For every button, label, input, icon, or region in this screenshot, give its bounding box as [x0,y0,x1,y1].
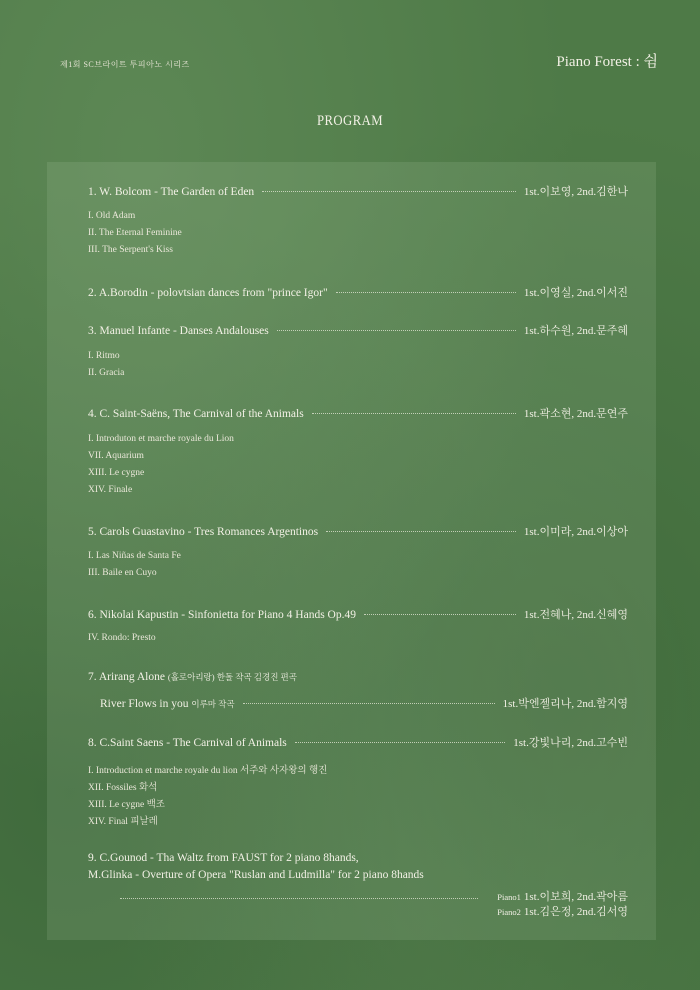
leader-dots [364,614,516,615]
leader-dots [120,898,478,899]
program-item-1 [88,183,628,199]
subtitle-note: 이루마 작곡 [191,699,235,709]
leader-dots [295,742,506,743]
leader-dots [243,703,495,704]
subtitle-text: River Flows in you [100,698,189,710]
piano1-label: Piano1 [497,892,521,902]
performers: 1st.박엔젤리나, 2nd.함지영 [502,698,628,710]
performers: 1st.강빛나리, 2nd.고수빈 [513,737,628,749]
piece-title: 4. C. Saint-Saëns, The Carnival of the Animals [88,408,304,420]
movement: III. Baile en Cuyo [88,568,157,578]
program-item-7-title [88,671,297,683]
series-label: 제1회 SC브라이트 투피아노 시리즈 [60,60,190,69]
program-item-2 [88,284,628,300]
piece-subtitle [100,698,235,710]
performers: 1st.곽소현, 2nd.문연주 [523,408,628,420]
movement: XIII. Le cygne [88,468,145,478]
piece-title: 3. Manuel Infante - Danses Andalouses [88,325,269,337]
program-item-4 [88,405,628,421]
movement: I. Las Niñas de Santa Fe [88,551,181,561]
piano2-performers [497,903,628,919]
performers: 1st.이미라, 2nd.이상아 [523,526,628,538]
movement-note: 화석 [138,783,158,793]
movement-title: XII. Fossiles [88,783,137,793]
piece-title: 1. W. Bolcom - The Garden of Eden [88,186,255,198]
piece-note: (홀로아리랑) 한돌 작곡 김경진 편곡 [167,672,297,682]
movement-note: 서주와 사자왕의 행진 [239,766,328,776]
movement-note: 백조 [146,800,165,810]
movement: I. Ritmo [88,351,120,361]
program-item-8 [88,734,628,750]
movement: XIV. Finale [88,485,133,495]
movement: I. Introduton et marche royale du Lion [88,434,234,444]
piece-title: 6. Nikolai Kapustin - Sinfonietta for Piano 4 Hands Op.49 [88,609,356,621]
piano1-performers [497,888,628,904]
movement [88,796,165,810]
movement: VII. Aquarium [88,451,144,461]
piece-title: 8. C.Saint Saens - The Carnival of Animals [88,737,287,749]
movement-title: XIII. Le cygne [88,800,145,810]
program-item-3 [88,322,628,338]
program-item-5 [88,523,628,539]
movement: II. The Eternal Feminine [88,228,182,238]
movement: I. Old Adam [88,211,136,221]
leader-dots [336,292,516,293]
piano2-label: Piano2 [497,907,521,917]
piece-title: 2. A.Borodin - polovtsian dances from "prince Igor" [88,287,328,299]
movement [88,762,327,776]
movement [88,813,158,827]
movement-note: 피날레 [130,817,158,827]
performers: 1st.전혜나, 2nd.신혜영 [523,609,628,621]
program-item-6 [88,606,628,622]
piece-title-line2: M.Glinka - Overture of Opera "Ruslan and Ludmilla" for 2 piano 8hands [88,869,424,881]
piece-title: 5. Carols Guastavino - Tres Romances Argentinos [88,526,319,538]
movement [88,779,157,793]
movement: II. Gracia [88,368,125,378]
performers: 1st.이보희, 2nd.곽아름 [523,891,628,903]
program-item-7 [100,695,628,711]
leader-dots [277,330,516,331]
concert-title: Piano Forest : 쉼 [556,54,658,70]
performers: 1st.하수원, 2nd.문주혜 [523,325,628,337]
performers: 1st.김은정, 2nd.김서영 [523,906,628,918]
piece-title-line1: 9. C.Gounod - Tha Waltz from FAUST for 2 piano 8hands, [88,852,359,864]
movement: III. The Serpent's Kiss [88,245,173,255]
leader-dots [262,191,516,192]
movement-title: XIV. Final [88,817,128,827]
page-title: PROGRAM [316,113,384,129]
performers: 1st.이영실, 2nd.이서진 [523,287,628,299]
movement: IV. Rondo: Presto [88,633,156,643]
piece-title: 7. Arirang Alone [88,671,165,683]
leader-dots [312,413,516,414]
leader-dots [326,531,516,532]
performers: 1st.이보영, 2nd.김한나 [523,186,628,198]
movement-title: I. Introduction et marche royale du lion [88,766,238,776]
